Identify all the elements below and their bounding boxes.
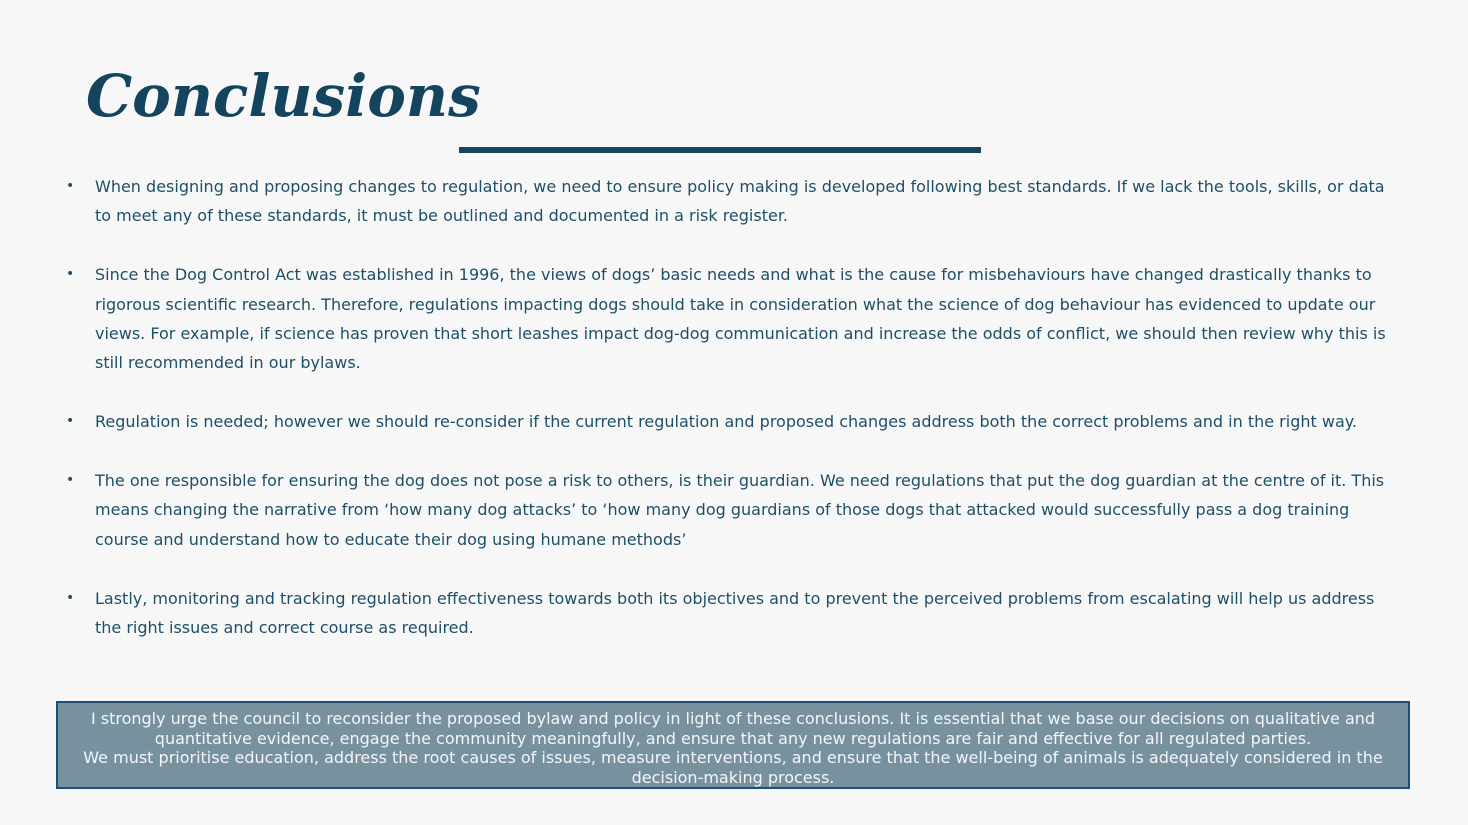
list-item [66, 260, 1386, 378]
list-item-text: Regulation is needed; however we should re-consider if the current regulation and proposed changes address both the correct problems and in the right way. [95, 412, 1358, 432]
bullet-dot-icon: • [66, 266, 75, 283]
bullet-dot-icon: • [66, 413, 75, 430]
list-item [66, 407, 1386, 436]
bullet-dot-icon: • [66, 589, 75, 606]
conclusions-list [66, 172, 1386, 672]
conclusion-callout-box [56, 701, 1410, 789]
callout-paragraph-1: I strongly urge the council to reconsider the proposed bylaw and policy in light of these conclusions. It is essential that we base our decisions on qualitative and quantitative evidence, engage the community meaningfully, and ensure that any new regulations are fair and effective for all regulated parties. [90, 709, 1376, 748]
list-item [66, 466, 1386, 554]
list-item-text: The one responsible for ensuring the dog does not pose a risk to others, is their guardian. We need regulations that put the dog guardian at the centre of it. This means changing the narrative from ‘how many dog attacks’ to ‘how many dog guardians of those dogs that attacked would successfully pass a dog training course and understand how to educate their dog using humane methods’ [95, 471, 1385, 549]
list-item [66, 584, 1386, 643]
list-item-text: Since the Dog Control Act was established in 1996, the views of dogs’ basic needs and what is the cause for misbehaviours have changed drastically thanks to rigorous scientific research. Therefore, regulations impacting dogs should take in consideration what the science of dog behaviour has evidenced to update our views. For example, if science has proven that short leashes impact dog-dog communication and increase the odds of conflict, we should then review why this is still recommended in our bylaws. [95, 265, 1386, 373]
list-item [66, 172, 1386, 231]
list-item-text: Lastly, monitoring and tracking regulation effectiveness towards both its objectives and to prevent the perceived problems from escalating will help us address the right issues and correct course as required. [95, 588, 1375, 638]
list-item-text: When designing and proposing changes to regulation, we need to ensure policy making is developed following best standards. If we lack the tools, skills, or data to meet any of these standards, it must be outlined and documented in a risk register. [95, 177, 1385, 226]
bullet-dot-icon: • [66, 472, 75, 489]
bullet-dot-icon: • [66, 178, 75, 194]
title-underline-divider [459, 147, 981, 153]
page-title: Conclusions [86, 62, 481, 130]
callout-paragraph-2: We must prioritise education, address the root causes of issues, measure interventions, and ensure that the well-being of animals is adequately considered in the decision-making process. [83, 748, 1383, 787]
